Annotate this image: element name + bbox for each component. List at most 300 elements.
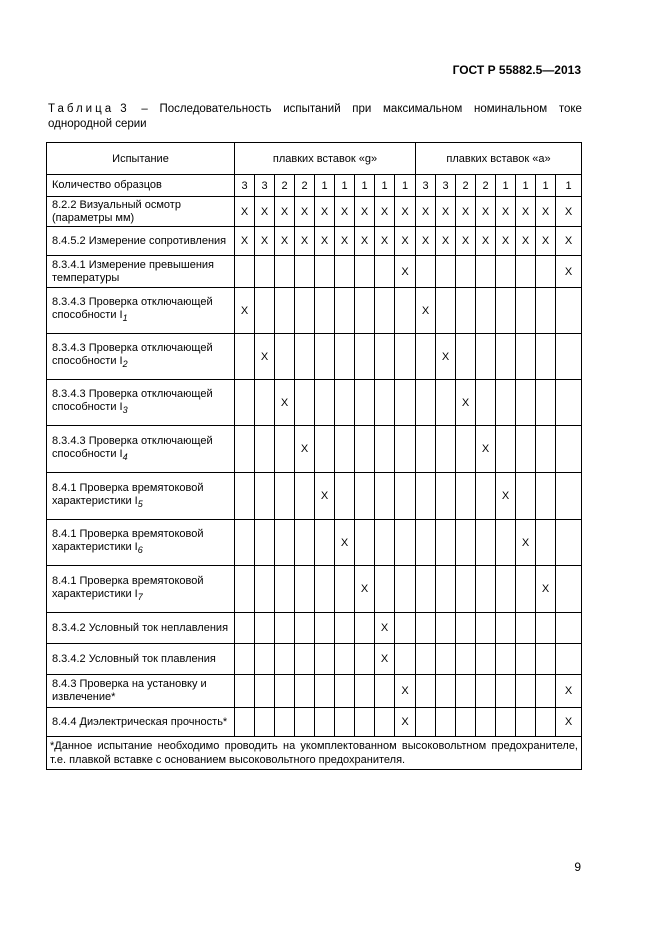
table-cell: X [355,197,375,227]
caption-word: номинальном [473,103,548,115]
test-name-line1: 8.3.4.3 Проверка отключающей [52,388,213,400]
table-cell: X [355,566,375,613]
table-cell [476,613,496,644]
table-cell [476,288,496,334]
test-name [47,613,235,644]
table-cell [235,566,255,613]
current-subscript: 1 [122,313,128,323]
table-cell [556,644,582,675]
table-cell: X [235,197,255,227]
table-cell [355,426,375,473]
table-cell: X [436,227,456,256]
table-row [47,708,582,737]
table-cell [255,473,275,520]
table-cell [416,675,436,708]
current-subscript: 4 [122,451,128,462]
table-cell: 1 [516,175,536,197]
table-row [47,426,582,473]
test-name [47,566,235,613]
table-cell [255,256,275,288]
table-cell [295,256,315,288]
table-cell: 1 [395,175,416,197]
table-cell [496,380,516,426]
table-cell [335,426,355,473]
table-cell [456,334,476,380]
table-cell [295,520,315,566]
table-cell [395,426,416,473]
table-cell [416,473,436,520]
table-cell [335,708,355,737]
table-cell: X [295,197,315,227]
table-cell [496,334,516,380]
table-cell [335,473,355,520]
table-cell [456,613,476,644]
table-cell [335,644,355,675]
table-cell [355,380,375,426]
table-cell [536,380,556,426]
table-cell: X [335,227,355,256]
table-cell [315,520,335,566]
table-cell [275,520,295,566]
table-cell [375,256,395,288]
table-cell: X [476,426,496,473]
test-name [47,227,235,256]
table-cell [436,566,456,613]
table-cell [335,613,355,644]
test-name [47,520,235,566]
table-row [47,675,582,708]
table-cell [516,380,536,426]
table-cell [375,473,395,520]
table-cell: X [556,708,582,737]
current-subscript: 6 [137,545,143,555]
table-cell: X [255,334,275,380]
table-cell [315,288,335,334]
table-cell [456,675,476,708]
table-cell [375,708,395,737]
table-cell: 1 [375,175,395,197]
table-cell [456,520,476,566]
table-cell: 1 [335,175,355,197]
table-cell [536,644,556,675]
caption-dash: – [141,103,148,115]
table-cell [255,426,275,473]
table-cell: X [496,197,516,227]
header-group-g: плавких вставок «g» [235,143,416,175]
table-cell [516,426,536,473]
table-cell [275,566,295,613]
table-cell [395,334,416,380]
table-cell [295,675,315,708]
table-cell [436,473,456,520]
table-cell [375,675,395,708]
table-row [47,644,582,675]
table-cell [416,566,436,613]
caption-label: Таблица 3 [48,103,130,115]
table-cell: 3 [255,175,275,197]
table-cell: X [275,380,295,426]
table-cell [355,520,375,566]
table-row [47,175,582,197]
table-cell [556,613,582,644]
table-cell [255,708,275,737]
table-cell [275,613,295,644]
test-name-line1: 8.3.4.3 Проверка отключающей [52,342,213,354]
table-cell [516,613,536,644]
table-cell: X [436,197,456,227]
test-name-line2: извлечение* [52,691,116,703]
table-cell [395,288,416,334]
table-cell: X [255,197,275,227]
caption-word: испытаний [283,103,341,115]
test-name-line1: 8.4.5.2 Измерение сопротивления [52,234,227,247]
table-cell [395,644,416,675]
table-cell: X [395,197,416,227]
table-cell [476,256,496,288]
table-cell [295,288,315,334]
table-row [47,473,582,520]
table-cell [355,613,375,644]
table-cell: X [436,334,456,380]
table-cell: X [496,227,516,256]
table-cell: X [536,227,556,256]
table-cell [416,644,436,675]
table-cell: X [315,197,335,227]
table-cell [295,473,315,520]
table-cell [456,256,476,288]
page-number: 9 [574,860,581,874]
table-cell [556,520,582,566]
table-cell [355,644,375,675]
footnote: *Данное испытание необходимо проводить на укомплектованном высоковольтном предохранителе, т.е. плавкой вставке с основанием высоковольтного предохранителя. [47,737,582,770]
table-row [47,520,582,566]
table-row [47,288,582,334]
test-name [47,256,235,288]
table-cell [416,613,436,644]
table-cell [516,334,536,380]
table-cell [275,675,295,708]
table-cell [516,473,536,520]
table-cell: X [416,197,436,227]
table-cell: X [395,675,416,708]
table-cell [436,675,456,708]
table-cell: X [295,227,315,256]
current-subscript: 7 [137,591,143,602]
table-cell [496,426,516,473]
table-cell: X [516,520,536,566]
table-cell: X [456,197,476,227]
table-row [47,613,582,644]
test-name-line1: 8.2.2 Визуальный осмотр [52,198,181,211]
table-cell [235,426,255,473]
table-cell: X [255,227,275,256]
test-name [47,675,235,708]
test-name-line1: Количество образцов [52,179,162,191]
table-cell [235,520,255,566]
table-cell: X [516,197,536,227]
table-cell [496,708,516,737]
table-cell: 3 [235,175,255,197]
table-cell: 2 [275,175,295,197]
table-cell [235,708,255,737]
table-cell: X [235,227,255,256]
table-cell: 3 [436,175,456,197]
table-cell [355,334,375,380]
test-name-line1: 8.4.1 Проверка времятоковой [52,481,204,494]
table-cell [476,520,496,566]
table-cell: X [556,675,582,708]
table-cell: X [416,288,436,334]
table-cell [416,256,436,288]
table-cell: 1 [536,175,556,197]
table-cell [255,675,275,708]
test-name [47,473,235,520]
test-sequence-table [46,142,582,770]
table-cell [315,644,335,675]
table-cell [416,520,436,566]
table-cell [355,473,375,520]
test-name-line2: характеристики I [52,541,138,553]
table-cell [436,380,456,426]
table-cell: X [375,227,395,256]
table-cell [496,288,516,334]
table-cell [315,426,335,473]
table-cell: X [536,197,556,227]
test-name-line2: (параметры мм) [52,211,135,224]
table-cell [295,644,315,675]
table-cell: 2 [456,175,476,197]
table-cell [516,288,536,334]
caption-word: при [352,103,372,115]
test-name [47,644,235,675]
table-cell [375,380,395,426]
document-id: ГОСТ Р 55882.5—2013 [452,63,581,77]
table-cell: X [456,380,476,426]
table-cell [536,613,556,644]
table-cell [235,644,255,675]
table-cell [235,473,255,520]
test-name-line1: 8.4.3 Проверка на установку и [52,678,207,690]
table-cell: X [335,197,355,227]
table-cell: X [315,473,335,520]
table-cell [456,473,476,520]
test-name-line1: 8.3.4.2 Условный ток неплавления [52,621,229,634]
table-cell [476,334,496,380]
table-cell [335,380,355,426]
table-cell [436,288,456,334]
table-cell: X [395,708,416,737]
table-cell: X [235,288,255,334]
table-cell [255,644,275,675]
table-cell: 3 [416,175,436,197]
table-cell [416,334,436,380]
table-cell [355,288,375,334]
table-cell: X [315,227,335,256]
current-subscript: 3 [122,405,128,415]
table-cell [476,566,496,613]
test-name [47,426,235,473]
header-group-a: плавких вставок «a» [416,143,582,175]
table-cell [255,566,275,613]
table-cell [476,380,496,426]
table-cell [496,644,516,675]
table-cell [335,256,355,288]
caption-word: максимальном [383,103,463,115]
table-cell: X [556,256,582,288]
test-name-line1: 8.4.4 Диэлектрическая прочность* [52,715,228,728]
table-cell: 2 [295,175,315,197]
table-cell [496,613,516,644]
test-name [47,175,235,197]
table-cell [436,426,456,473]
table-cell [456,644,476,675]
table-header-row [47,143,582,175]
caption-word: Последовательность [159,103,272,115]
table-cell [436,520,456,566]
test-name-line2: способности I [52,447,123,460]
table-cell [536,288,556,334]
test-name-line1: 8.4.1 Проверка времятоковой [52,574,204,587]
table-cell: 1 [496,175,516,197]
test-name-line2: характеристики I [52,494,138,507]
table-cell: X [456,227,476,256]
table-cell [476,708,496,737]
table-cell [556,288,582,334]
table-cell [375,334,395,380]
table-cell [436,644,456,675]
table-cell [295,566,315,613]
table-cell [416,708,436,737]
table-cell: 1 [556,175,582,197]
test-name-line2: температуры [52,271,120,284]
table-cell [255,380,275,426]
test-name-line2: способности I [52,401,123,413]
table-cell: X [375,613,395,644]
current-subscript: 2 [122,359,128,369]
table-cell: X [275,227,295,256]
table-cell: X [496,473,516,520]
table-cell [295,334,315,380]
table-cell [235,334,255,380]
table-cell [496,566,516,613]
table-cell [536,708,556,737]
table-cell: 1 [355,175,375,197]
table-cell [375,426,395,473]
table-cell [295,708,315,737]
test-name-line1: 8.4.1 Проверка времятоковой [52,528,204,540]
test-name-line1: 8.3.4.2 Условный ток плавления [52,652,216,665]
test-name-line1: 8.3.4.3 Проверка отключающей [52,296,213,308]
table-cell [476,675,496,708]
table-cell [556,426,582,473]
table-cell [395,380,416,426]
table-cell [395,613,416,644]
table-cell [335,334,355,380]
table-cell [476,644,496,675]
table-cell: X [476,227,496,256]
table-cell [235,675,255,708]
table-cell [456,566,476,613]
table-cell: X [375,644,395,675]
table-cell [355,708,375,737]
table-cell [536,334,556,380]
table-cell [255,613,275,644]
table-cell [275,473,295,520]
table-cell [375,520,395,566]
table-cell [536,520,556,566]
table-cell [315,675,335,708]
table-cell [556,473,582,520]
table-cell [536,675,556,708]
caption-line2: однородной серии [48,118,147,130]
table-cell [496,520,516,566]
table-cell [315,380,335,426]
table-cell: X [416,227,436,256]
test-name-line2: способности I [52,309,123,321]
table-cell [416,426,436,473]
table-cell [235,613,255,644]
table-cell [375,566,395,613]
table-cell: X [395,256,416,288]
table-cell [315,708,335,737]
table-cell: X [375,197,395,227]
table-cell [275,426,295,473]
table-cell [536,426,556,473]
table-row [47,566,582,613]
test-name-line1: 8.3.4.1 Измерение превышения [52,258,215,271]
table-cell [355,256,375,288]
caption-word: токе [558,103,582,115]
table-row [47,227,582,256]
table-cell: X [295,426,315,473]
table-cell: X [275,197,295,227]
table-cell [516,566,536,613]
table-cell [456,426,476,473]
table-cell: X [516,227,536,256]
table-cell [355,675,375,708]
table-cell: 2 [476,175,496,197]
table-row [47,197,582,227]
table-cell [436,708,456,737]
test-name [47,288,235,334]
table-cell [275,644,295,675]
table-cell: X [355,227,375,256]
test-name [47,708,235,737]
table-cell [436,256,456,288]
table-cell [335,288,355,334]
table-cell [416,380,436,426]
table-cell [315,256,335,288]
test-name [47,334,235,380]
table-cell [516,708,536,737]
test-name-line2: характеристики I [52,587,138,600]
table-cell [275,708,295,737]
table-cell [315,566,335,613]
test-name-line2: способности I [52,355,123,367]
test-name-line1: 8.3.4.3 Проверка отключающей [52,434,213,447]
table-cell: X [335,520,355,566]
table-cell: X [536,566,556,613]
table-cell [395,520,416,566]
table-caption [48,102,582,132]
table-row [47,256,582,288]
table-cell [275,256,295,288]
table-cell [295,613,315,644]
table-cell [395,473,416,520]
footnote-row [47,737,582,770]
table-cell [436,613,456,644]
table-cell [335,566,355,613]
